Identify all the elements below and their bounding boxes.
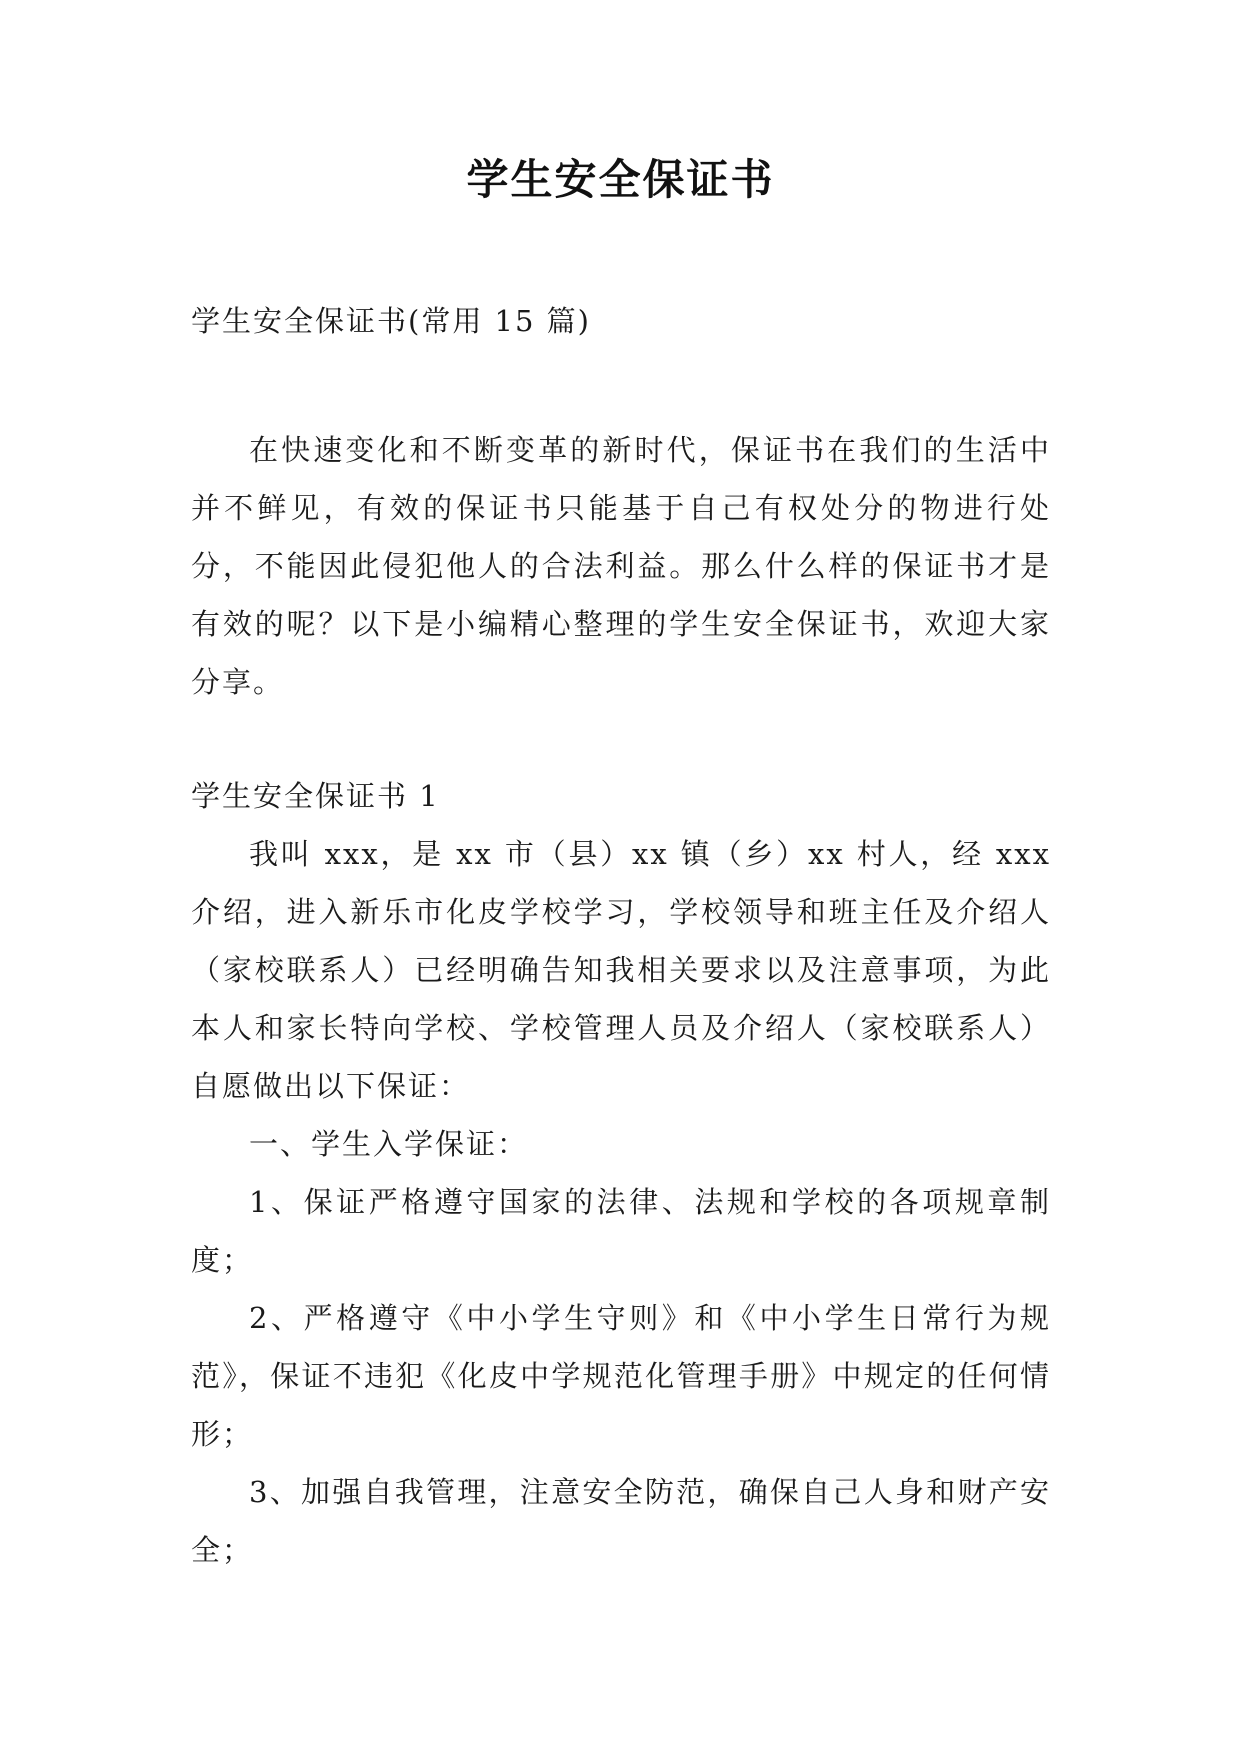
document-subtitle: 学生安全保证书(常用 15 篇)	[191, 304, 591, 338]
document-title: 学生安全保证书	[466, 155, 775, 204]
body-item-3: 3、加强自我管理，注意安全防范，确保自己人身和财产安全；	[191, 1475, 1051, 1567]
body-heading-enrollment: 一、学生入学保证：	[249, 1127, 529, 1161]
section-title: 学生安全保证书 1	[191, 779, 440, 813]
document-body	[191, 292, 1051, 1579]
body-paragraph-intro: 我叫 xxx，是 xx 市（县）xx 镇（乡）xx 村人，经 xxx 介绍，进入新乐市化皮学校学习，学校领导和班主任及介绍人（家校联系人）已经明确告知我相关要求以及注意事项，为此本人和家长特向学校、学校管理人员及介绍人（家校联系人）自愿做出以下保证：	[191, 837, 1051, 1103]
body-item-1: 1、保证严格遵守国家的法律、法规和学校的各项规章制度；	[191, 1185, 1051, 1277]
intro-paragraph: 在快速变化和不断变革的新时代，保证书在我们的生活中并不鲜见，有效的保证书只能基于自己有权处分的物进行处分，不能因此侵犯他人的合法利益。那么什么样的保证书才是有效的呢？以下是小编精心整理的学生安全保证书，欢迎大家分享。	[191, 433, 1051, 699]
body-item-2: 2、严格遵守《中小学生守则》和《中小学生日常行为规范》，保证不违犯《化皮中学规范化管理手册》中规定的任何情形；	[191, 1301, 1051, 1451]
